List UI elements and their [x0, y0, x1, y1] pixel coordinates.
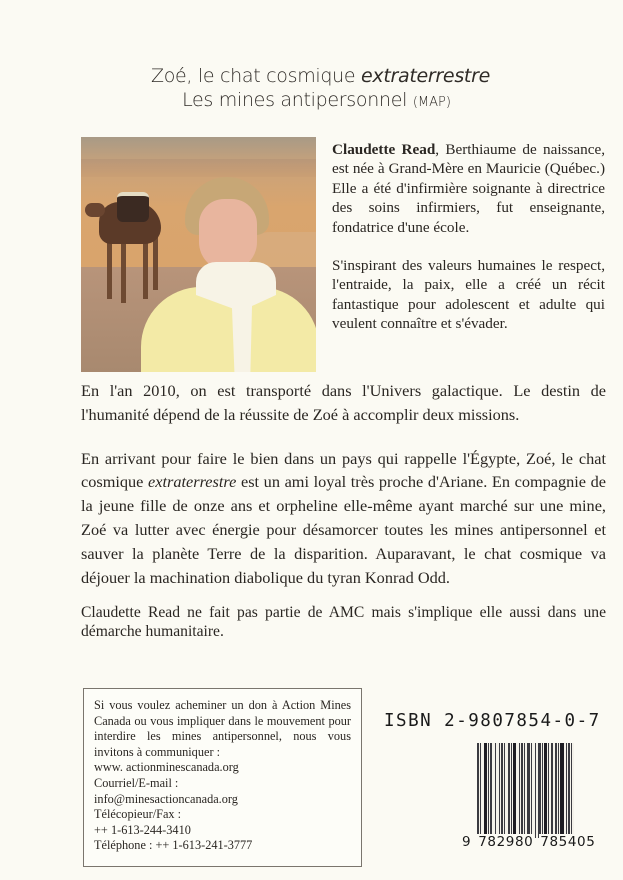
- synopsis-paragraph-2: En arrivant pour faire le bien dans un pays qui rappelle l'Égypte, Zoé, le chat cosmique extraterrestre est un ami loyal très proche d'Ariane. En compagnie de la jeune fille de onze ans et orpheline elle-même ayant marché sur une mine, Zoé va lutter avec énergie pour désamorcer toutes les mines antipersonnel et sauver la planète Terre de la disparition. Auparavant, le chat cosmique va déjouer la machination diabolique du tyran Konrad Odd.: [81, 448, 607, 587]
- email-link[interactable]: info@minesactioncanada.org: [94, 791, 238, 806]
- title-line-2: [0, 88, 623, 115]
- contact-intro: Si vous voulez acheminer un don à Action Mines Canada ou vous impliquer dans le mouvement pour interdire les mines antipersonnel, nous vous invitons à communiquer :: [94, 698, 351, 759]
- author-face: [199, 199, 257, 271]
- author-photo: [81, 137, 316, 372]
- title-italic-word: extraterrestre: [361, 65, 490, 87]
- synopsis-paragraph-3: Claudette Read ne fait pas partie de AMC mais s'implique elle aussi dans une démarche humanitaire.: [81, 604, 606, 641]
- fax-number: ++ 1-613-244-3410: [94, 822, 191, 837]
- book-title-header: [0, 64, 623, 115]
- bio-paragraph-1: Claudette Read, Berthiaume de naissance, est née à Grand-Mère en Mauricie (Québec.) Elle a été d'infirmière soignante à directrice des soins infirmiers, fut enseignante, fondatrice d'une école.: [332, 141, 605, 236]
- barcode-icon: [477, 743, 604, 838]
- fax-label: Télécopieur/Fax :: [94, 807, 182, 822]
- bio-paragraph-2: S'inspirant des valeurs humaines le respect, l'entraide, la paix, elle a créé un récit fantastique pour adolescent et adulte qui veulent connaître et s'évader.: [332, 257, 605, 333]
- book-synopsis: [81, 379, 606, 653]
- phone-number: Téléphone : ++ 1-613-241-3777: [94, 838, 253, 853]
- donation-contact-box: [83, 688, 362, 867]
- isbn-label: ISBN 2-9807854-0-7: [384, 711, 601, 731]
- email-label: Courriel/E-mail :: [94, 775, 179, 790]
- subtitle-abbreviation: (MAP): [412, 95, 451, 110]
- author-bio: [332, 140, 605, 353]
- title-line-1: [0, 64, 623, 88]
- barcode-digits: 9 782980 785405: [462, 834, 596, 850]
- subtitle-text: Les mines antipersonnel: [182, 89, 413, 111]
- synopsis-paragraph-1: En l'an 2010, on est transporté dans l'Univers galactique. Le destin de l'humanité dépend de la réussite de Zoé à accomplir deux missions.: [81, 381, 606, 424]
- website-link[interactable]: www. actionminescanada.org: [94, 760, 239, 775]
- author-name: Claudette Read: [332, 141, 436, 158]
- title-text: Zoé, le chat cosmique: [151, 65, 362, 87]
